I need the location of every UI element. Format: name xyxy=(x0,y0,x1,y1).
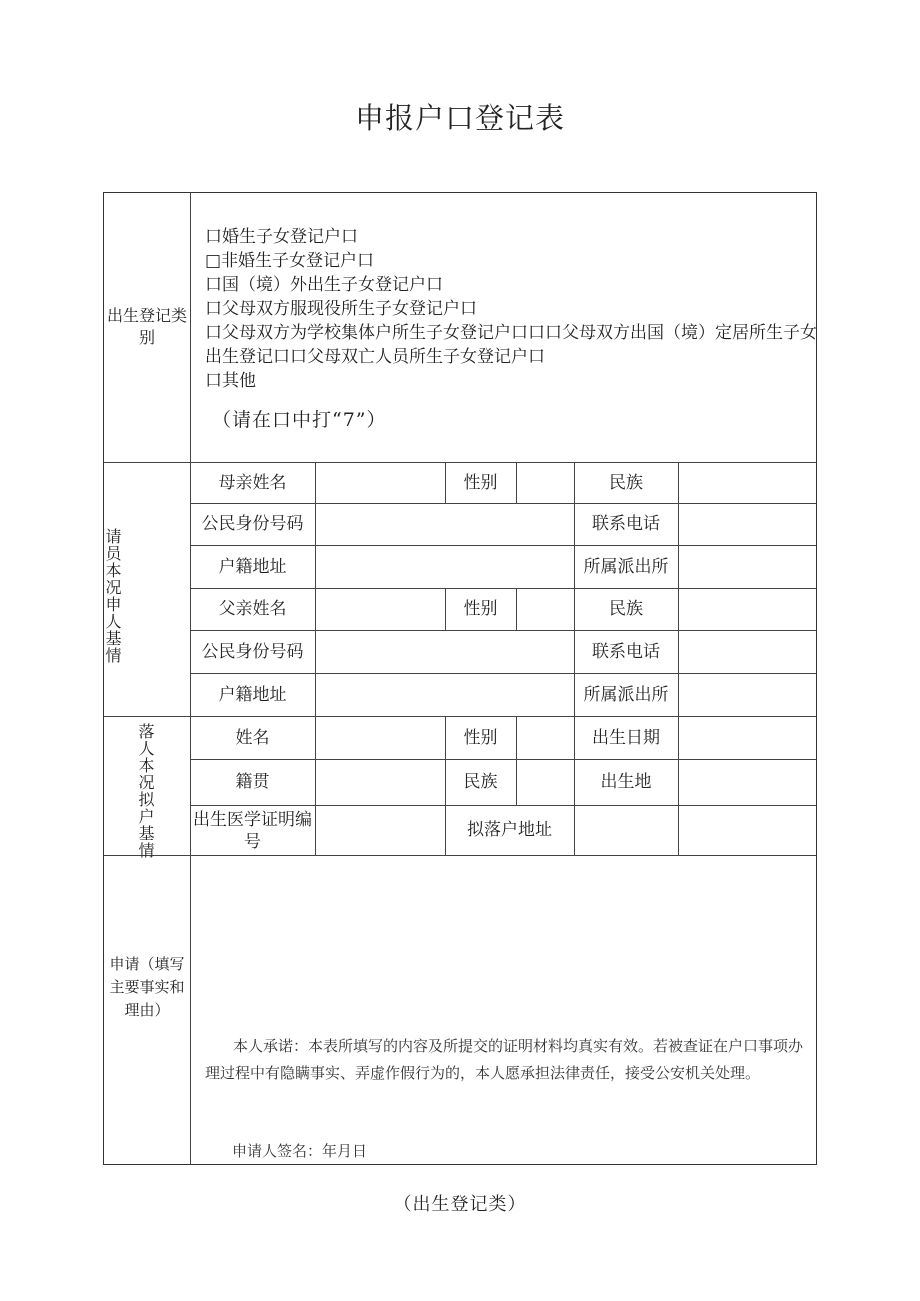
mother-police-station-label: 所属派出所 xyxy=(583,556,669,577)
newborn-birth-date-field[interactable] xyxy=(679,717,816,759)
father-ethnicity-label: 民族 xyxy=(609,599,643,619)
father-name-field[interactable] xyxy=(316,589,445,630)
newborn-birth-place-label: 出生地 xyxy=(600,772,652,792)
mother-address-field[interactable] xyxy=(316,546,574,588)
birth-category-options xyxy=(205,225,817,393)
father-gender-field[interactable] xyxy=(517,589,574,630)
option-school-collective-household[interactable]: 口父母双方为学校集体户所生子女登记户口口口父母双方出国（境）定居所生子女出生登记口口父母双亡人员所生子女登记户口 xyxy=(205,323,817,367)
option-military-parents[interactable]: 口父母双方服现役所生子女登记户口 xyxy=(205,299,477,319)
medical-cert-field[interactable] xyxy=(316,806,445,855)
father-address-label: 户籍地址 xyxy=(218,684,287,705)
newborn-native-place-field[interactable] xyxy=(316,760,445,805)
newborn-native-place-label: 籍贯 xyxy=(235,772,270,792)
form-footer: （出生登记类） xyxy=(393,1194,527,1215)
mother-gender-label: 性别 xyxy=(463,472,498,493)
option-born-abroad[interactable]: 口国（境）外出生子女登记户口 xyxy=(205,275,443,295)
reason-label: 申请（填写主要事实和理由） xyxy=(109,955,185,1019)
reason-textarea[interactable] xyxy=(191,856,816,1026)
newborn-birth-place-field[interactable] xyxy=(679,760,816,805)
mother-phone-label: 联系电话 xyxy=(592,514,660,534)
father-ethnicity-field[interactable] xyxy=(679,589,816,630)
mother-ethnicity-field[interactable] xyxy=(679,463,816,503)
father-phone-field[interactable] xyxy=(679,631,816,673)
pledge-statement: 本人承诺：本表所填写的内容及所提交的证明材料均真实有效。若被查证在户口事项办理过程中有隐瞒事实、弄虚作假行为的，本人愿承担法律责任，接受公安机关处理。 xyxy=(205,1037,804,1082)
mother-id-field[interactable] xyxy=(316,504,574,545)
father-phone-label: 联系电话 xyxy=(592,641,660,662)
mother-police-station-field[interactable] xyxy=(679,546,816,588)
father-police-station-field[interactable] xyxy=(679,674,816,716)
form-title: 申报户口登记表 xyxy=(354,101,565,135)
newborn-gender-label: 性别 xyxy=(463,727,498,748)
signature-line: 申请人签名：年月日 xyxy=(232,1142,368,1160)
newborn-gender-field[interactable] xyxy=(517,717,574,759)
option-marital-birth[interactable]: 口婚生子女登记户口 xyxy=(205,227,358,247)
registration-form xyxy=(103,192,817,1165)
medical-cert-label: 出生医学证明编号 xyxy=(193,809,312,852)
mother-address-label: 户籍地址 xyxy=(218,556,287,577)
newborn-name-label: 姓名 xyxy=(235,727,270,748)
father-address-field[interactable] xyxy=(316,674,574,716)
intended-address-label: 拟落户地址 xyxy=(467,820,552,840)
birth-category-label: 出生登记类别 xyxy=(106,306,187,347)
father-name-label: 父亲姓名 xyxy=(218,599,287,619)
option-non-marital-birth[interactable]: □非婚生子女登记户口 xyxy=(205,251,375,271)
father-id-field[interactable] xyxy=(316,631,574,673)
mother-ethnicity-label: 民族 xyxy=(609,472,643,493)
option-other[interactable]: 口其他 xyxy=(205,371,256,391)
newborn-section-label: 落人本况拟户基情 xyxy=(138,722,155,860)
newborn-birth-date-label: 出生日期 xyxy=(592,727,660,748)
father-police-station-label: 所属派出所 xyxy=(583,684,669,705)
mother-name-label: 母亲姓名 xyxy=(218,472,287,493)
father-id-label: 公民身份号码 xyxy=(201,641,304,662)
mother-gender-field[interactable] xyxy=(517,463,574,503)
mother-phone-field[interactable] xyxy=(679,504,816,545)
mother-name-field[interactable] xyxy=(316,463,445,503)
checkbox-hint: （请在口中打“7”） xyxy=(212,409,387,431)
father-gender-label: 性别 xyxy=(463,599,498,619)
applicant-section-label: 请员本况申人基情 xyxy=(105,527,122,665)
intended-address-field[interactable] xyxy=(575,806,816,855)
newborn-ethnicity-label: 民族 xyxy=(463,772,498,792)
newborn-name-field[interactable] xyxy=(316,717,445,759)
newborn-ethnicity-field[interactable] xyxy=(517,760,574,805)
mother-id-label: 公民身份号码 xyxy=(201,514,304,534)
